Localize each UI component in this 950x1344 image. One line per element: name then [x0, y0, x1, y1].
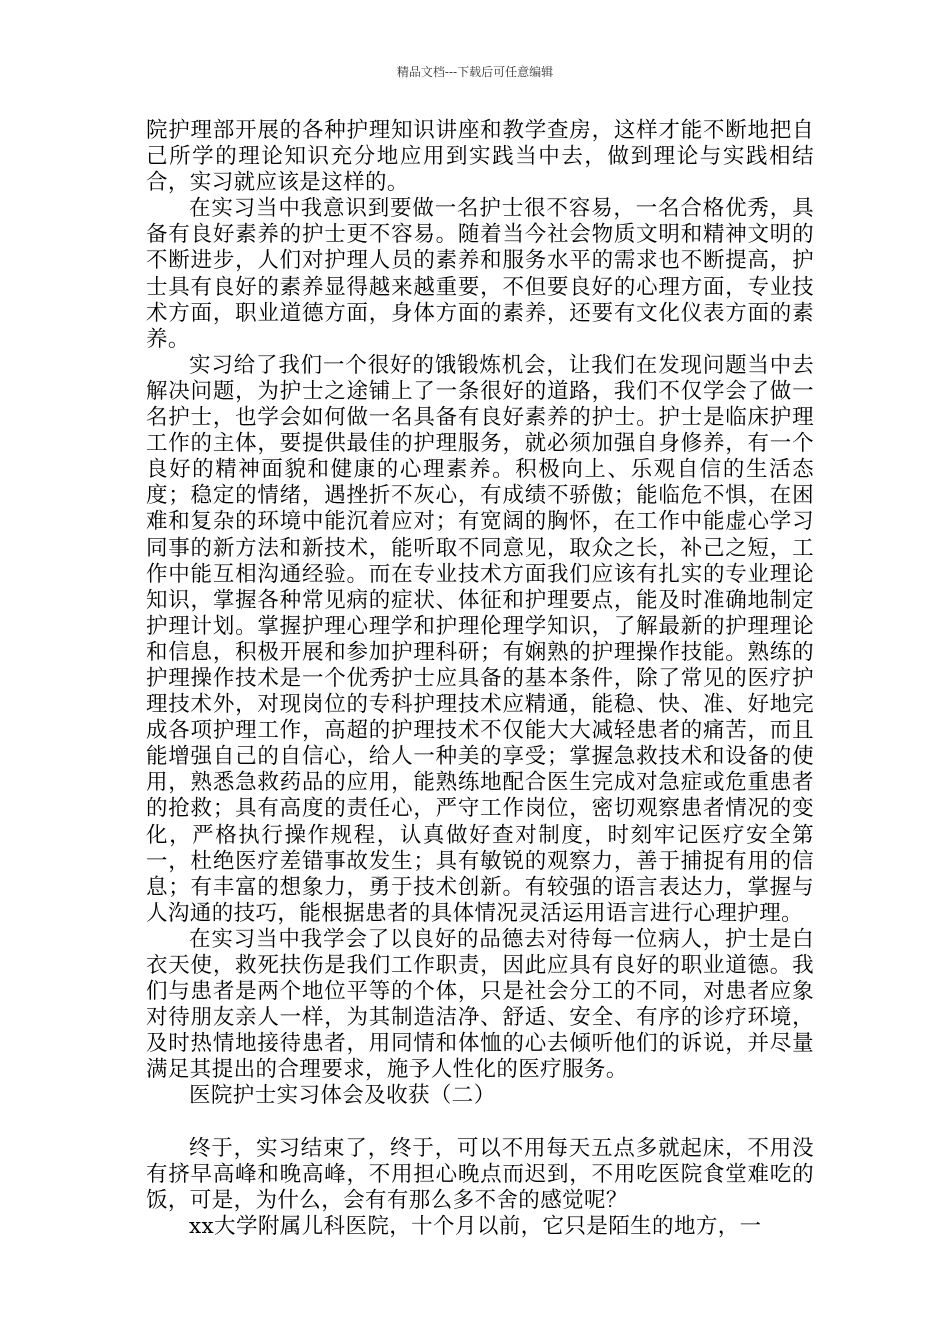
paragraph: 终于，实习结束了，终于，可以不用每天五点多就起床，不用没有挤早高峰和晚高峰，不用担心晚点而迟到，不用吃医院食堂难吃的饭，可是，为什么，会有有那么多不舍的感觉呢？	[146, 1135, 814, 1213]
document-body	[146, 118, 814, 1240]
section-title: 医院护士实习体会及收获（二）	[189, 1083, 496, 1109]
paragraph: 在实习当中我意识到要做一名护士很不容易，一名合格优秀，具备有良好素养的护士更不容易。随着当今社会物质文明和精神文明的不断进步，人们对护理人员的素养和服务水平的需求也不断提高，护士具有良好的素养显得越来越重要，不但要良好的心理方面，专业技术方面，职业道德方面，身体方面的素养，还要有文化仪表方面的素养。	[146, 196, 814, 352]
page-header: 精品文档---下载后可任意编辑	[396, 65, 554, 79]
paragraph: 实习给了我们一个很好的饿锻炼机会，让我们在发现问题当中去解决问题，为护士之途铺上了一条很好的道路，我们不仅学会了做一名护士，也学会如何做一名具备有良好素养的护士。护士是临床护理工作的主体，要提供最佳的护理服务，就必须加强自身修养，有一个良好的精神面貌和健康的心理素养。积极向上、乐观自信的生活态度；稳定的情绪，遇挫折不灰心，有成绩不骄傲；能临危不惧，在困难和复杂的环境中能沉着应对；有宽阔的胸怀，在工作中能虚心学习同事的新方法和新技术，能听取不同意见，取众之长，补己之短，工作中能互相沟通经验。而在专业技术方面我们应该有扎实的专业理论知识，掌握各种常见病的症状、体征和护理要点，能及时准确地制定护理计划。掌握护理心理学和护理伦理学知识，了解最新的护理理论和信息，积极开展和参加护理科研；有娴熟的护理操作技能。熟练的护理操作技术是一个优秀护士应具备的基本条件，除了常见的医疗护理技术外，对现岗位的专科护理技术应精通，能稳、快、准、好地完成各项护理工作，高超的护理技术不仅能大大减轻患者的痛苦，而且能增强自己的自信心，给人一种美的享受；掌握急救技术和设备的使用，熟悉急救药品的应用，能熟练地配合医生完成对急症或危重患者的抢救；具有高度的责任心，严守工作岗位，密切观察患者情况的变化，严格执行操作规程，认真做好查对制度，时刻牢记医疗安全第一，杜绝医疗差错事故发生；具有敏锐的观察力，善于捕捉有用的信息；有丰富的想象力，勇于技术创新。有较强的语言表达力，掌握与人沟通的技巧，能根据患者的具体情况灵活运用语言进行心理护理。	[146, 352, 814, 926]
paragraph: xx大学附属儿科医院，十个月以前，它只是陌生的地方，一	[189, 1213, 762, 1239]
paragraph: 在实习当中我学会了以良好的品德去对待每一位病人，护士是白衣天使，救死扶伤是我们工作职责，因此应具有良好的职业道德。我们与患者是两个地位平等的个体，只是社会分工的不同，对患者应象对待朋友亲人一样，为其制造洁净、舒适、安全、有序的诊疗环境，及时热情地接待患者，用同情和体恤的心去倾听他们的诉说，并尽量满足其提出的合理要求，施予人性化的医疗服务。	[146, 926, 814, 1083]
paragraph: 院护理部开展的各种护理知识讲座和教学查房，这样才能不断地把自己所学的理论知识充分地应用到实践当中去，做到理论与实践相结合，实习就应该是这样的。	[146, 118, 814, 196]
